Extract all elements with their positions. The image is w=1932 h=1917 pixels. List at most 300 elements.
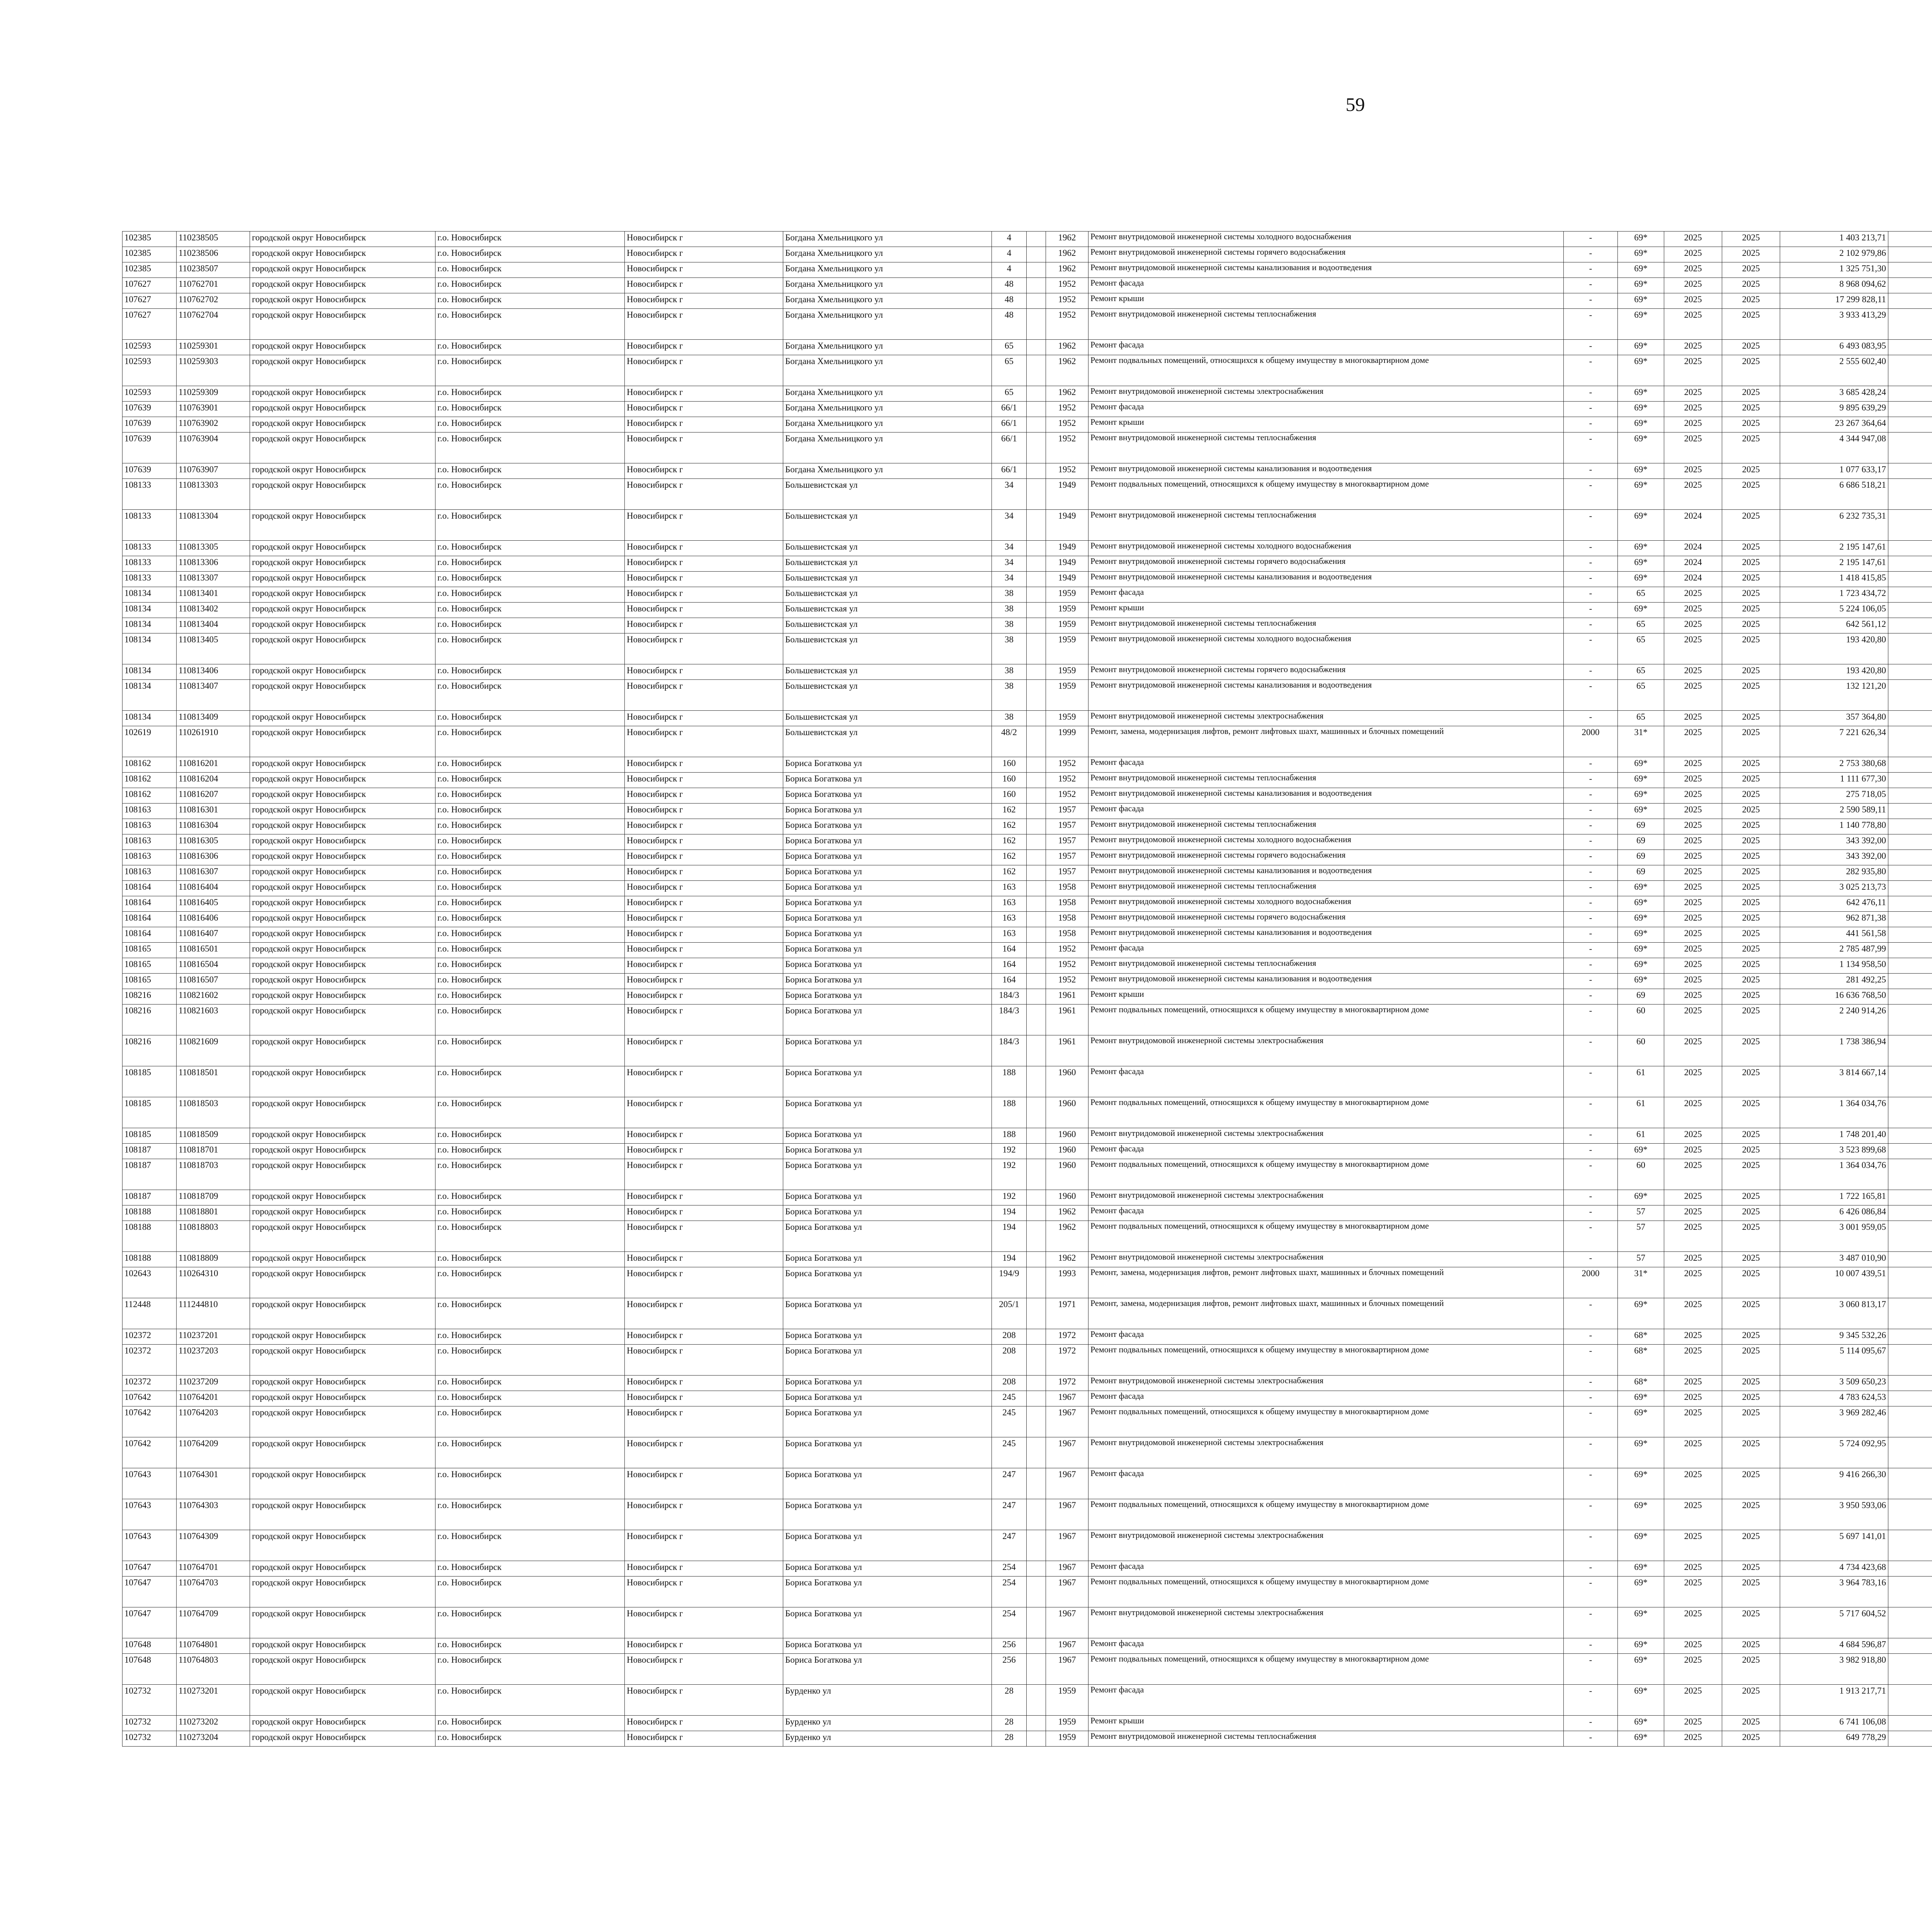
table-cell [1027,432,1046,463]
table-cell: Новосибирск г [625,1298,783,1329]
table-cell: Ремонт фасада [1088,1468,1564,1499]
table-cell: - [1564,1638,1618,1654]
table-cell: Ремонт подвальных помещений, относящихся к общему имуществу в многоквартирном доме [1088,479,1564,510]
table-row [122,1190,1932,1205]
table-cell: 2025 [1722,943,1780,958]
table-cell: 4 [992,247,1027,262]
table-cell: 1999 [1046,726,1088,757]
table-cell [1888,819,1932,834]
table-cell: 194 [992,1252,1027,1267]
table-cell: городской округ Новосибирск [250,278,435,293]
table-cell [1027,262,1046,278]
table-cell [1888,232,1932,247]
table-cell: 65 [1618,664,1664,680]
table-cell [1027,1607,1046,1638]
table-cell: - [1564,1468,1618,1499]
table-cell: г.о. Новосибирск [435,1267,625,1298]
table-cell: Новосибирск г [625,1035,783,1066]
table-cell: 1957 [1046,819,1088,834]
table-cell [1888,1144,1932,1159]
table-cell [1027,1004,1046,1035]
table-cell: городской округ Новосибирск [250,293,435,309]
table-cell [1888,340,1932,355]
table-cell: Ремонт внутридомовой инженерной системы теплоснабжения [1088,510,1564,541]
table-cell: 9 416 266,30 [1780,1468,1888,1499]
table-cell: 108163 [122,819,177,834]
table-cell: 69* [1618,757,1664,773]
table-cell: 108164 [122,927,177,943]
table-cell: 6 493 083,95 [1780,340,1888,355]
table-cell: Новосибирск г [625,974,783,989]
table-cell: Новосибирск г [625,556,783,572]
table-cell: 2025 [1664,850,1722,865]
table-cell: 61 [1618,1128,1664,1144]
table-cell: 193 420,80 [1780,664,1888,680]
table-row [122,726,1932,757]
table-cell: Бориса Богаткова ул [783,773,992,788]
table-cell: 69 [1618,819,1664,834]
table-cell: - [1564,432,1618,463]
table-cell: 2025 [1664,927,1722,943]
table-cell: 2025 [1664,773,1722,788]
table-cell [1888,927,1932,943]
table-row [122,556,1932,572]
table-cell: 2025 [1722,479,1780,510]
table-cell [1888,1561,1932,1577]
table-cell: г.о. Новосибирск [435,1607,625,1638]
table-cell [1027,386,1046,402]
table-cell: Большевистская ул [783,711,992,726]
table-cell [1888,989,1932,1004]
table-cell: Бориса Богаткова ул [783,1267,992,1298]
table-cell: Богдана Хмельницкого ул [783,432,992,463]
table-cell: 163 [992,896,1027,912]
table-cell: Новосибирск г [625,1252,783,1267]
table-cell: г.о. Новосибирск [435,309,625,340]
table-row [122,355,1932,386]
table-row [122,804,1932,819]
table-cell [1027,804,1046,819]
table-cell: городской округ Новосибирск [250,1685,435,1716]
table-cell: 1961 [1046,1035,1088,1066]
table-cell: Новосибирск г [625,1731,783,1747]
table-cell: городской округ Новосибирск [250,804,435,819]
table-cell: 2025 [1664,1205,1722,1221]
table-cell: городской округ Новосибирск [250,912,435,927]
table-cell [1888,1685,1932,1716]
table-cell: г.о. Новосибирск [435,989,625,1004]
table-cell: городской округ Новосибирск [250,618,435,633]
table-cell: 163 [992,881,1027,896]
table-cell [1888,309,1932,340]
table-cell: 2025 [1722,912,1780,927]
table-cell [1027,664,1046,680]
table-cell: 65 [992,355,1027,386]
table-cell [1027,1376,1046,1391]
table-cell: 1952 [1046,463,1088,479]
table-cell [1888,618,1932,633]
table-cell: 208 [992,1329,1027,1345]
table-cell: Новосибирск г [625,773,783,788]
table-cell: 343 392,00 [1780,834,1888,850]
table-cell: 2025 [1722,1499,1780,1530]
table-cell: 245 [992,1406,1027,1437]
table-cell: Бориса Богаткова ул [783,1144,992,1159]
table-cell: 110818503 [177,1097,250,1128]
table-cell: г.о. Новосибирск [435,633,625,664]
table-cell: 65 [992,340,1027,355]
table-cell: - [1564,850,1618,865]
table-cell: г.о. Новосибирск [435,1376,625,1391]
table-cell: 110816504 [177,958,250,974]
table-cell [1027,463,1046,479]
table-row [122,1097,1932,1128]
table-cell: 2025 [1722,1128,1780,1144]
table-cell [1027,1205,1046,1221]
table-cell: городской округ Новосибирск [250,773,435,788]
table-cell: 2 240 914,26 [1780,1004,1888,1035]
table-cell: 107648 [122,1654,177,1685]
table-cell: 160 [992,788,1027,804]
table-cell [1027,1345,1046,1376]
table-cell: 2025 [1722,1437,1780,1468]
table-cell: Ремонт внутридомовой инженерной системы электроснабжения [1088,1190,1564,1205]
table-cell: - [1564,572,1618,587]
table-cell [1888,1406,1932,1437]
table-cell: 107643 [122,1499,177,1530]
table-cell: городской округ Новосибирск [250,1376,435,1391]
table-cell: г.о. Новосибирск [435,927,625,943]
table-cell: 1 403 213,71 [1780,232,1888,247]
table-cell: Новосибирск г [625,1128,783,1144]
table-cell: 2025 [1722,881,1780,896]
table-cell: 2025 [1664,834,1722,850]
table-cell: Бориса Богаткова ул [783,1298,992,1329]
table-cell: городской округ Новосибирск [250,247,435,262]
table-cell: Большевистская ул [783,603,992,618]
table-cell: 107642 [122,1437,177,1468]
table-cell: 1949 [1046,479,1088,510]
table-cell [1027,834,1046,850]
table-cell: 2025 [1722,1638,1780,1654]
table-cell: 2025 [1722,1221,1780,1252]
table-cell: 108163 [122,804,177,819]
table-cell: 2025 [1664,355,1722,386]
table-cell: Богдана Хмельницкого ул [783,262,992,278]
table-cell: 2025 [1664,1499,1722,1530]
table-cell [1888,247,1932,262]
table-cell: Новосибирск г [625,850,783,865]
table-cell: Ремонт подвальных помещений, относящихся к общему имуществу в многоквартирном доме [1088,1097,1564,1128]
table-cell: 2025 [1722,417,1780,432]
table-cell [1888,943,1932,958]
table-cell: Бурденко ул [783,1685,992,1716]
table-cell: Бориса Богаткова ул [783,1577,992,1607]
table-cell: 2025 [1722,1530,1780,1561]
table-cell: Бориса Богаткова ул [783,1406,992,1437]
table-cell: г.о. Новосибирск [435,1252,625,1267]
table-cell: 102593 [122,386,177,402]
table-cell: Большевистская ул [783,556,992,572]
table-cell: 38 [992,680,1027,711]
table-cell: Новосибирск г [625,247,783,262]
table-cell: 1959 [1046,633,1088,664]
table-cell [1027,293,1046,309]
table-cell: 9 345 532,26 [1780,1329,1888,1345]
table-cell: 107639 [122,432,177,463]
table-cell: 2025 [1664,1406,1722,1437]
table-row [122,618,1932,633]
table-cell [1888,1577,1932,1607]
table-cell: городской округ Новосибирск [250,1406,435,1437]
table-cell [1888,510,1932,541]
table-cell: 65 [1618,633,1664,664]
table-cell: Богдана Хмельницкого ул [783,278,992,293]
table-cell: Ремонт внутридомовой инженерной системы теплоснабжения [1088,618,1564,633]
table-cell: 66/1 [992,463,1027,479]
table-cell: 1959 [1046,664,1088,680]
table-cell: Бориса Богаткова ул [783,757,992,773]
table-cell: 2025 [1664,1345,1722,1376]
table-cell: городской округ Новосибирск [250,1499,435,1530]
table-cell: городской округ Новосибирск [250,633,435,664]
table-cell: 1967 [1046,1561,1088,1577]
table-cell: Новосибирск г [625,293,783,309]
table-cell: г.о. Новосибирск [435,1731,625,1747]
table-cell: 205/1 [992,1298,1027,1329]
table-cell [1888,386,1932,402]
table-cell: - [1564,680,1618,711]
table-row [122,958,1932,974]
table-cell: Ремонт внутридомовой инженерной системы теплоснабжения [1088,432,1564,463]
table-cell [1888,1468,1932,1499]
table-cell: Новосибирск г [625,232,783,247]
table-cell: 164 [992,943,1027,958]
table-cell: 2025 [1722,1329,1780,1345]
table-cell: 2025 [1722,633,1780,664]
table-cell [1888,1298,1932,1329]
table-cell: Ремонт фасада [1088,1391,1564,1406]
table-cell: - [1564,1499,1618,1530]
table-cell: городской округ Новосибирск [250,1205,435,1221]
table-cell: Большевистская ул [783,587,992,603]
table-cell: Ремонт крыши [1088,1716,1564,1731]
table-cell: 2025 [1664,1004,1722,1035]
table-cell: г.о. Новосибирск [435,262,625,278]
table-cell: Бориса Богаткова ул [783,1468,992,1499]
table-cell: 110818709 [177,1190,250,1205]
table-cell: 2025 [1664,1685,1722,1716]
table-cell: городской округ Новосибирск [250,819,435,834]
table-cell: 102593 [122,340,177,355]
table-cell: Ремонт внутридомовой инженерной системы канализования и водоотведения [1088,262,1564,278]
table-cell: 2025 [1722,1190,1780,1205]
table-cell [1027,1716,1046,1731]
table-cell: городской округ Новосибирск [250,711,435,726]
table-cell [1027,1577,1046,1607]
table-cell: 1959 [1046,1685,1088,1716]
table-cell [1888,417,1932,432]
table-cell: 110764709 [177,1607,250,1638]
table-row [122,896,1932,912]
table-cell: г.о. Новосибирск [435,773,625,788]
table-cell [1888,1252,1932,1267]
table-cell: - [1564,479,1618,510]
table-cell: 254 [992,1607,1027,1638]
table-cell [1027,278,1046,293]
table-cell: 2025 [1664,1607,1722,1638]
table-cell: городской округ Новосибирск [250,1066,435,1097]
table-cell: Ремонт подвальных помещений, относящихся к общему имуществу в многоквартирном доме [1088,1499,1564,1530]
table-cell: Новосибирск г [625,278,783,293]
table-cell [1027,757,1046,773]
table-cell [1027,896,1046,912]
table-cell: 1967 [1046,1406,1088,1437]
table-cell: 31* [1618,726,1664,757]
table-row [122,1530,1932,1561]
table-cell: 1952 [1046,293,1088,309]
table-cell: Ремонт внутридомовой инженерной системы горячего водоснабжения [1088,850,1564,865]
table-cell: Ремонт фасада [1088,278,1564,293]
table-cell: 102732 [122,1731,177,1747]
table-cell: 1967 [1046,1607,1088,1638]
table-cell: городской округ Новосибирск [250,881,435,896]
table-cell: 2025 [1722,247,1780,262]
table-cell [1888,1499,1932,1530]
table-cell: 2025 [1664,804,1722,819]
table-cell: - [1564,1144,1618,1159]
table-cell: Новосибирск г [625,1267,783,1298]
table-cell [1888,804,1932,819]
table-cell: Новосибирск г [625,1329,783,1345]
table-cell: 2025 [1722,587,1780,603]
table-cell: Бориса Богаткова ул [783,1345,992,1376]
table-cell: Ремонт фасада [1088,587,1564,603]
table-cell: 69* [1618,247,1664,262]
table-cell: Ремонт внутридомовой инженерной системы канализования и водоотведения [1088,974,1564,989]
table-cell: 2025 [1664,943,1722,958]
table-cell: 245 [992,1437,1027,1468]
table-cell: 107627 [122,309,177,340]
table-cell [1888,773,1932,788]
table-cell: Богдана Хмельницкого ул [783,355,992,386]
table-cell: 65 [1618,680,1664,711]
table-cell: 34 [992,479,1027,510]
table-cell: 110764801 [177,1638,250,1654]
table-cell: г.о. Новосибирск [435,757,625,773]
table-cell: г.о. Новосибирск [435,417,625,432]
table-cell: 2025 [1722,556,1780,572]
table-cell: 2025 [1664,881,1722,896]
table-row [122,664,1932,680]
table-cell: - [1564,974,1618,989]
table-row [122,262,1932,278]
table-cell: 1959 [1046,1731,1088,1747]
table-cell: 107627 [122,293,177,309]
table-cell: городской округ Новосибирск [250,1144,435,1159]
table-cell: 162 [992,804,1027,819]
table-cell [1027,309,1046,340]
table-cell [1888,1159,1932,1190]
table-cell [1027,417,1046,432]
table-cell [1027,788,1046,804]
table-cell: 2025 [1722,927,1780,943]
table-cell: г.о. Новосибирск [435,819,625,834]
table-cell: г.о. Новосибирск [435,556,625,572]
table-cell: городской округ Новосибирск [250,850,435,865]
table-cell: Бориса Богаткова ул [783,1530,992,1561]
table-cell: - [1564,881,1618,896]
table-cell: городской округ Новосибирск [250,432,435,463]
table-cell: 441 561,58 [1780,927,1888,943]
table-cell: 1 913 217,71 [1780,1685,1888,1716]
table-cell: 357 364,80 [1780,711,1888,726]
table-cell: 1962 [1046,247,1088,262]
table-cell: 3 025 213,73 [1780,881,1888,896]
table-cell: 110818509 [177,1128,250,1144]
table-row [122,417,1932,432]
table-cell: 4 [992,232,1027,247]
table-cell [1027,1252,1046,1267]
table-cell: 192 [992,1159,1027,1190]
table-cell: 2025 [1722,309,1780,340]
table-cell: 2000 [1564,1267,1618,1298]
table-cell: городской округ Новосибирск [250,927,435,943]
table-row [122,1376,1932,1391]
table-cell: Новосибирск г [625,989,783,1004]
table-cell: 193 420,80 [1780,633,1888,664]
table-cell: - [1564,587,1618,603]
table-cell: Богдана Хмельницкого ул [783,417,992,432]
table-cell: 2025 [1664,247,1722,262]
table-cell: 69* [1618,262,1664,278]
table-cell: - [1564,711,1618,726]
table-cell: г.о. Новосибирск [435,896,625,912]
table-cell [1027,865,1046,881]
table-cell: Бурденко ул [783,1731,992,1747]
table-cell: 23 267 364,64 [1780,417,1888,432]
table-cell [1027,711,1046,726]
table-cell: Большевистская ул [783,572,992,587]
table-cell: 2025 [1664,1267,1722,1298]
table-cell: Новосибирск г [625,463,783,479]
table-cell: 247 [992,1530,1027,1561]
table-cell: 2 195 147,61 [1780,541,1888,556]
table-cell: Большевистская ул [783,664,992,680]
table-cell: Ремонт внутридомовой инженерной системы электроснабжения [1088,711,1564,726]
table-cell: Ремонт фасада [1088,943,1564,958]
table-cell: 2025 [1664,1329,1722,1345]
table-cell: 69* [1618,974,1664,989]
table-cell: 102372 [122,1376,177,1391]
table-cell [1027,958,1046,974]
table-cell: - [1564,1716,1618,1731]
table-cell: Бурденко ул [783,1716,992,1731]
table-cell: 110813305 [177,541,250,556]
table-cell: - [1564,1205,1618,1221]
table-cell: - [1564,402,1618,417]
table-cell [1888,834,1932,850]
table-cell: городской округ Новосибирск [250,1561,435,1577]
table-cell: 17 299 828,11 [1780,293,1888,309]
table-cell: - [1564,1128,1618,1144]
table-cell: 1962 [1046,1205,1088,1221]
table-cell: - [1564,417,1618,432]
table-cell: Ремонт подвальных помещений, относящихся к общему имуществу в многоквартирном доме [1088,1221,1564,1252]
table-cell: 66/1 [992,432,1027,463]
table-cell: 343 392,00 [1780,850,1888,865]
table-cell: 2025 [1722,974,1780,989]
